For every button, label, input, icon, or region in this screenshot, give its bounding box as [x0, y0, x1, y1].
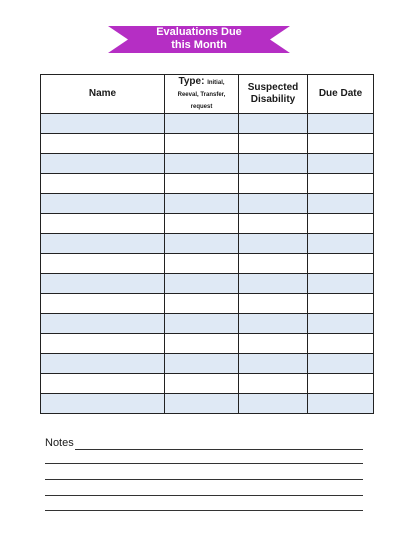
- table-row: [41, 254, 374, 274]
- suspected-disability-cell[interactable]: [239, 354, 308, 374]
- name-cell[interactable]: [41, 154, 165, 174]
- table-row: [41, 154, 374, 174]
- suspected-disability-cell[interactable]: [239, 234, 308, 254]
- due-date-cell[interactable]: [308, 114, 374, 134]
- type-cell[interactable]: [165, 234, 239, 254]
- type-cell[interactable]: [165, 294, 239, 314]
- suspected-disability-cell[interactable]: [239, 294, 308, 314]
- notes-label: Notes: [45, 437, 74, 449]
- name-cell[interactable]: [41, 234, 165, 254]
- type-cell[interactable]: [165, 154, 239, 174]
- name-cell[interactable]: [41, 214, 165, 234]
- suspected-disability-header: [239, 75, 308, 114]
- table-row: [41, 334, 374, 354]
- due-date-cell[interactable]: [308, 134, 374, 154]
- name-cell[interactable]: [41, 174, 165, 194]
- due-date-cell[interactable]: [308, 174, 374, 194]
- due-date-cell[interactable]: [308, 154, 374, 174]
- suspected-disability-cell[interactable]: [239, 314, 308, 334]
- table-row: [41, 214, 374, 234]
- name-cell[interactable]: [41, 354, 165, 374]
- notes-line-4[interactable]: [45, 495, 363, 496]
- name-cell[interactable]: [41, 294, 165, 314]
- type-cell[interactable]: [165, 274, 239, 294]
- name-cell[interactable]: [41, 254, 165, 274]
- table-row: [41, 134, 374, 154]
- due-date-cell[interactable]: [308, 294, 374, 314]
- suspected-disability-cell[interactable]: [239, 374, 308, 394]
- suspected-disability-cell[interactable]: [239, 394, 308, 414]
- type-cell[interactable]: [165, 314, 239, 334]
- suspected-disability-cell[interactable]: [239, 274, 308, 294]
- name-cell[interactable]: [41, 314, 165, 334]
- due-date-cell[interactable]: [308, 274, 374, 294]
- header-row: [41, 75, 374, 114]
- type-cell[interactable]: [165, 134, 239, 154]
- type-cell[interactable]: [165, 394, 239, 414]
- name-cell[interactable]: [41, 194, 165, 214]
- due-date-cell[interactable]: [308, 314, 374, 334]
- suspected-disability-cell[interactable]: [239, 334, 308, 354]
- table-body: [41, 114, 374, 414]
- due-date-cell[interactable]: [308, 214, 374, 234]
- type-header: [165, 75, 239, 114]
- banner-title-line-1: Evaluations Due: [156, 26, 242, 38]
- due-date-cell[interactable]: [308, 334, 374, 354]
- type-cell[interactable]: [165, 334, 239, 354]
- suspected-disability-cell[interactable]: [239, 134, 308, 154]
- name-cell[interactable]: [41, 374, 165, 394]
- table-row: [41, 274, 374, 294]
- name-cell[interactable]: [41, 334, 165, 354]
- due-date-header-label: Due Date: [318, 88, 363, 99]
- type-cell[interactable]: [165, 114, 239, 134]
- type-cell[interactable]: [165, 374, 239, 394]
- suspected-disability-cell[interactable]: [239, 254, 308, 274]
- due-date-cell[interactable]: [308, 234, 374, 254]
- due-date-cell[interactable]: [308, 374, 374, 394]
- suspected-disability-cell[interactable]: [239, 174, 308, 194]
- suspected-disability-cell[interactable]: [239, 114, 308, 134]
- suspected-disability-cell[interactable]: [239, 194, 308, 214]
- table-row: [41, 394, 374, 414]
- table-row: [41, 114, 374, 134]
- name-cell[interactable]: [41, 114, 165, 134]
- type-header-detail-1: Initial,: [207, 80, 225, 86]
- notes-line-5[interactable]: [45, 510, 363, 511]
- table-row: [41, 294, 374, 314]
- type-cell[interactable]: [165, 254, 239, 274]
- table-row: [41, 374, 374, 394]
- notes-line-3[interactable]: [45, 479, 363, 480]
- notes-line-2[interactable]: [45, 463, 363, 464]
- due-date-cell[interactable]: [308, 354, 374, 374]
- banner-title: [144, 26, 254, 51]
- due-date-cell[interactable]: [308, 254, 374, 274]
- table-row: [41, 314, 374, 334]
- type-header-detail-3: request: [190, 104, 213, 110]
- table-row: [41, 194, 374, 214]
- name-cell[interactable]: [41, 274, 165, 294]
- name-header: [41, 75, 165, 114]
- table-row: [41, 234, 374, 254]
- notes-line-1[interactable]: [75, 449, 363, 450]
- type-cell[interactable]: [165, 214, 239, 234]
- due-date-header: [308, 75, 374, 114]
- suspected-header-line-2: Disability: [250, 94, 296, 105]
- name-header-label: Name: [88, 88, 117, 99]
- table-row: [41, 354, 374, 374]
- type-header-label: Type:: [178, 76, 205, 87]
- due-date-cell[interactable]: [308, 194, 374, 214]
- name-cell[interactable]: [41, 134, 165, 154]
- type-cell[interactable]: [165, 174, 239, 194]
- name-cell[interactable]: [41, 394, 165, 414]
- banner-title-line-2: this Month: [171, 38, 227, 51]
- evaluations-table: [40, 74, 374, 414]
- title-banner: [108, 24, 290, 54]
- type-cell[interactable]: [165, 354, 239, 374]
- table-row: [41, 174, 374, 194]
- type-cell[interactable]: [165, 194, 239, 214]
- due-date-cell[interactable]: [308, 394, 374, 414]
- suspected-header-line-1: Suspected: [247, 82, 299, 93]
- suspected-disability-cell[interactable]: [239, 154, 308, 174]
- suspected-disability-cell[interactable]: [239, 214, 308, 234]
- type-header-detail-2: Reeval, Transfer,: [177, 92, 226, 98]
